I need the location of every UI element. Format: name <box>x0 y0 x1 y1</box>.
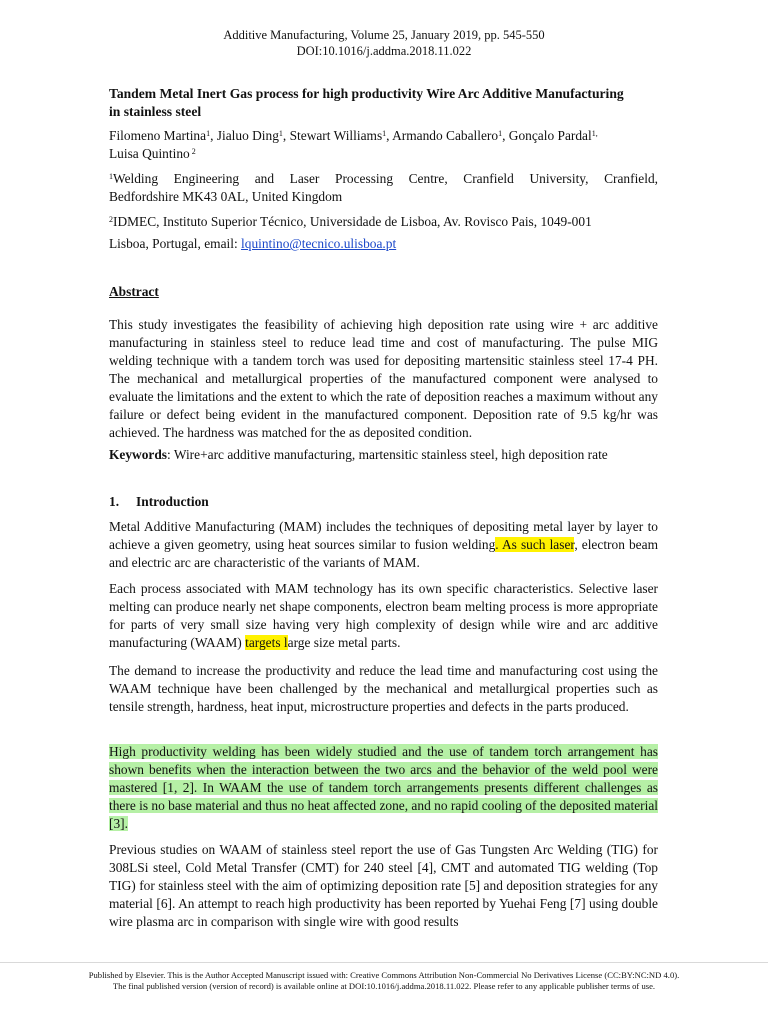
author-line-2 <box>109 145 658 163</box>
affiliation-1-line-2: Bedfordshire MK43 0AL, United Kingdom <box>109 189 343 204</box>
affiliation-1-line-1 <box>109 170 658 188</box>
author-name: Luisa Quintino <box>109 146 190 161</box>
section-title: Introduction <box>136 494 209 509</box>
affiliation-marker: 1 <box>382 129 387 138</box>
email-link[interactable]: lquintino@tecnico.ulisboa.pt <box>241 236 397 251</box>
affiliation-2-text: IDMEC, Instituto Superior Técnico, Universidade de Lisboa, Av. Rovisco Pais, 1049-001 <box>113 214 592 229</box>
author-name: , Gonçalo Pardal <box>502 128 592 143</box>
section-number: 1. <box>109 494 120 509</box>
author-name: , Armando Caballero <box>386 128 499 143</box>
intro-paragraph-1 <box>109 518 658 572</box>
doi-line: DOI:10.1016/j.addma.2018.11.022 <box>296 44 472 58</box>
highlighted-text: High productivity welding has been widely studied and the use of tandem torch arrangement has shown benefits when the interaction between the two arcs and the behavior of the weld pool were mastered [1, 2]. In WAAM the use of tandem torch arrangements presents different challenges as there is no base material and thus no heat affected zone, and no rapid cooling of the deposited material [3]. <box>109 744 658 831</box>
author-name: , Stewart Williams <box>282 128 383 143</box>
paragraph-text: Metal Additive Manufacturing (MAM) includes the techniques of depositing metal layer by layer to achieve a given geometry, using heat sources similar to fusion welding <box>109 519 658 552</box>
author-name: Filomeno Martina <box>109 128 207 143</box>
license-notice-line-2: The final published version (version of record) is available online at DOI:10.1016/j.addma.2018.11.022. Please refer to any applicable publisher terms of use. <box>112 981 656 991</box>
intro-paragraph-5: Previous studies on WAAM of stainless steel report the use of Gas Tungsten Arc Welding (TIG) for 308LSi steel, Cold Metal Transfer (CMT) for 240 steel [4], CMT and automated TIG welding (Top TIG) for stainless steel with the aim of optimizing deposition rate [5] and deposition strategies for any material [6]. An attempt to reach high productivity has been reported by Yuehai Feng [7] using double wire plasma arc in comparison with single wire with good results <box>109 842 658 929</box>
abstract-text: This study investigates the feasibility of achieving high deposition rate using wire + arc additive manufacturing in stainless steel to reduce lead time and cost of manufacturing. The pulse MIG welding technique with a tandem torch was used for depositing martensitic stainless steel 17-4 PH. The mechanical and metallurgical properties of the manufactured component were analysed to evaluate the limitations and the extent to which the rate of deposition reaches a maximum without any failure or defect being evident in the manufactured component. Deposition rate of 9.5 kg/hr was achieved. The hardness was matched for the as deposited condition. <box>109 317 658 440</box>
affiliation-marker: 2 <box>189 147 196 156</box>
affiliation-marker: 1 <box>278 129 283 138</box>
abstract-heading-text: Abstract <box>109 284 159 299</box>
affiliation-2 <box>109 213 658 253</box>
affiliation-2-line-1 <box>109 213 658 231</box>
highlighted-text: targets l <box>245 635 288 650</box>
paragraph-text: , electron beam and electric arc are characteristic of the variants of MAM. <box>109 537 658 570</box>
affiliation-2-line-2 <box>109 235 658 253</box>
affiliation-marker: 2 <box>109 215 113 224</box>
title-line-2: in stainless steel <box>109 104 202 119</box>
intro-paragraph-4 <box>109 743 658 833</box>
author-list <box>109 127 658 163</box>
keywords <box>109 446 658 464</box>
paragraph-text: arge size metal parts. <box>287 635 401 650</box>
affiliation-1 <box>109 170 658 206</box>
title-line-1: Tandem Metal Inert Gas process for high productivity Wire Arc Additive Manufacturing <box>109 86 624 101</box>
keywords-label: Keywords <box>109 447 168 462</box>
affiliation-1-text: Welding Engineering and Laser Processing Centre, Cranfield University, Cranfield, <box>113 171 658 186</box>
affiliation-marker: 1 <box>498 129 503 138</box>
affiliation-marker: 1, <box>591 129 598 138</box>
footer-divider <box>0 962 768 963</box>
affiliation-marker: 1 <box>109 172 113 181</box>
intro-paragraph-2 <box>109 580 658 652</box>
intro-paragraph-3: The demand to increase the productivity and reduce the lead time and manufacturing cost using the WAAM technique have been challenged by the mechanical and metallurgical properties such as tensile strength, hardness, heat input, microstructure properties and defects in the parts produced. <box>109 663 658 714</box>
author-line-1 <box>109 127 658 145</box>
highlighted-text: . As such laser <box>495 537 575 552</box>
abstract-heading <box>109 283 658 301</box>
paragraph-text: Each process associated with MAM technology has its own specific characteristics. Selective laser melting can produce nearly net shape components, electron beam melting process is more appropriate for parts of very small size having very high complexity of design while wire and arc additive manufacturing (WAAM) <box>109 581 658 650</box>
section-heading-introduction <box>109 493 658 511</box>
affiliation-2-address: Lisboa, Portugal, email: <box>109 236 242 251</box>
paper-title <box>109 85 658 121</box>
affiliation-marker: 1 <box>206 129 211 138</box>
author-name: , Jialuo Ding <box>210 128 279 143</box>
journal-citation: Additive Manufacturing, Volume 25, January 2019, pp. 545-550 <box>223 28 545 42</box>
keywords-text: : Wire+arc additive manufacturing, martensitic stainless steel, high deposition rate <box>167 447 608 462</box>
license-notice-line-1: Published by Elsevier. This is the Author Accepted Manuscript issued with: Creative Commons Attribution Non-Commercial No Derivatives License (CC:BY:NC:ND 4.0). <box>88 970 680 980</box>
